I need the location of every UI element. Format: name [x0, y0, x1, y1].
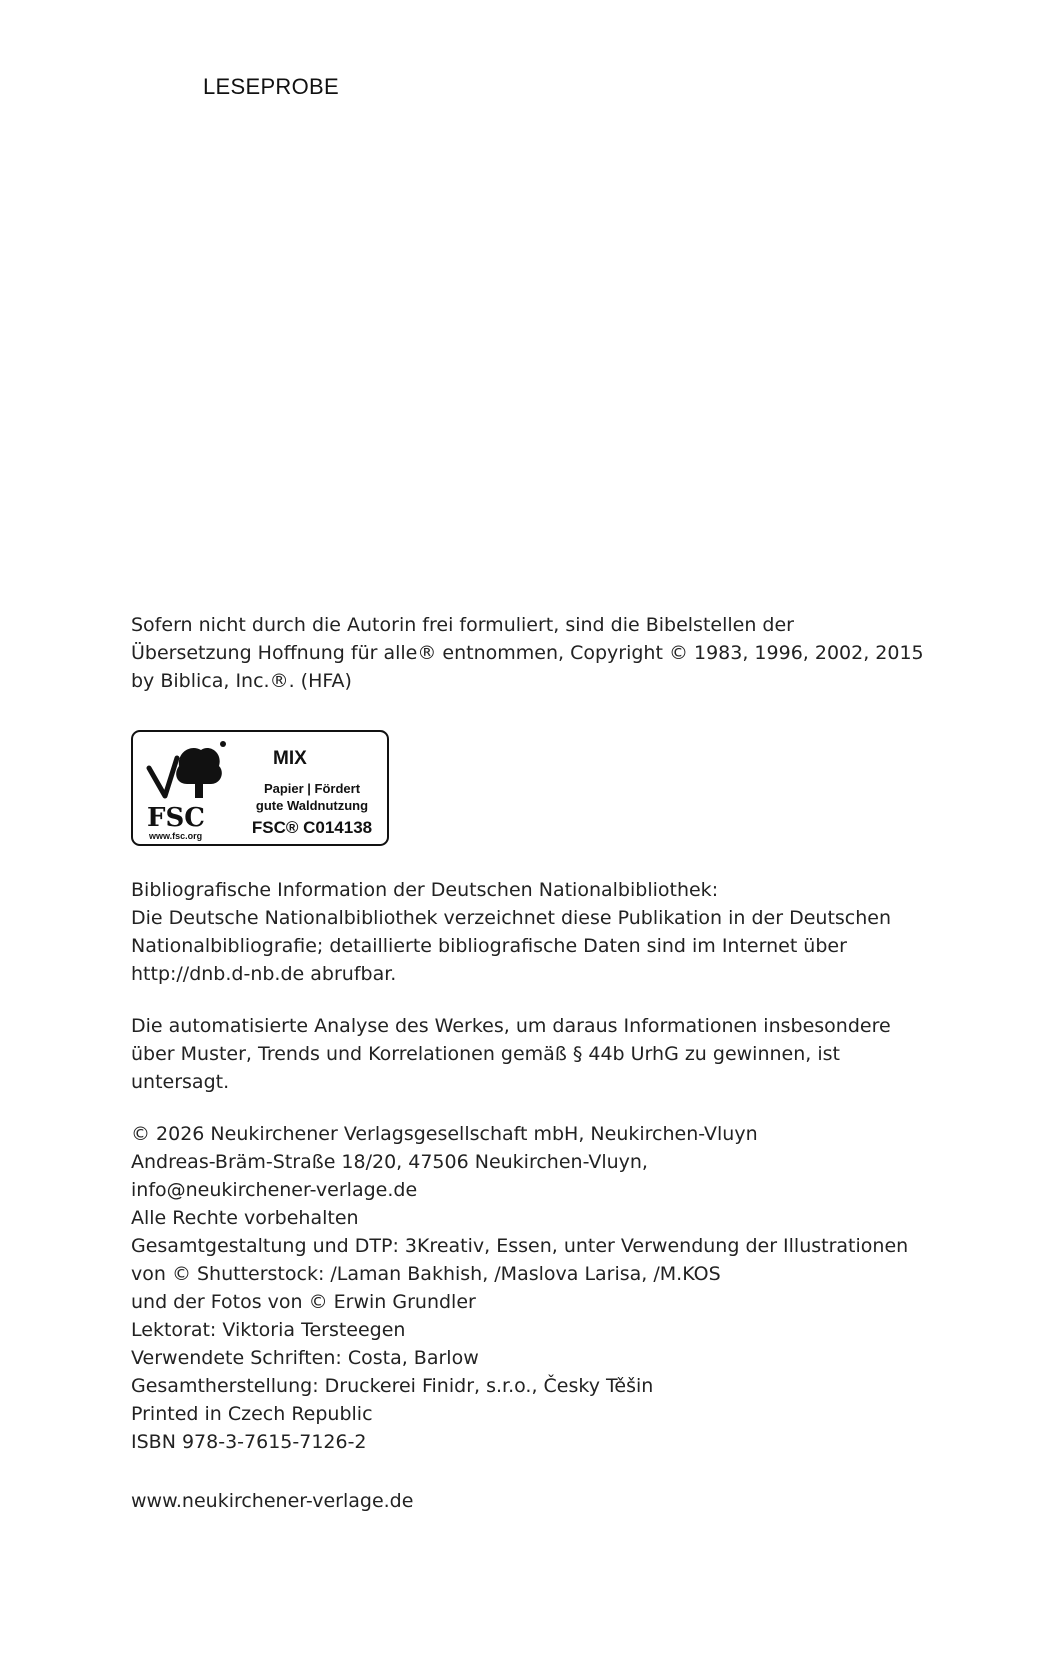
tdm-line: Die automatisierte Analyse des Werkes, um daraus Informationen insbesondere	[131, 1015, 891, 1037]
imprint-line: Verwendete Schriften: Costa, Barlow	[131, 1347, 479, 1369]
bible-translation-notice	[131, 611, 931, 695]
fsc-certification-label	[131, 730, 389, 846]
imprint-line: Gesamtherstellung: Druckerei Finidr, s.r.o., Česky Těšin	[131, 1375, 654, 1397]
imprint-line: Gesamtgestaltung und DTP: 3Kreativ, Essen, unter Verwendung der Illustrationen	[131, 1235, 909, 1257]
bibliographic-line: Die Deutsche Nationalbibliothek verzeichnet diese Publikation in der Deutschen	[131, 907, 892, 929]
fsc-logo-url: www.fsc.org	[149, 831, 203, 841]
imprint-line: Printed in Czech Republic	[131, 1403, 373, 1425]
imprint	[131, 1120, 931, 1456]
imprint-line: Alle Rechte vorbehalten	[131, 1207, 359, 1229]
bibliographic-line: http://dnb.d-nb.de abrufbar.	[131, 963, 397, 985]
bibliographic-information	[131, 876, 931, 988]
fsc-logo-text: FSC	[147, 803, 205, 833]
notice-line: Übersetzung Hoffnung für alle® entnommen, Copyright © 1983, 1996, 2002, 2015	[131, 642, 924, 664]
fsc-mix-label: MIX	[273, 748, 307, 769]
tdm-line: über Muster, Trends und Korrelationen gemäß § 44b UrhG zu gewinnen, ist	[131, 1043, 840, 1065]
imprint-line: von © Shutterstock: /Laman Bakhish, /Maslova Larisa, /M.KOS	[131, 1263, 721, 1285]
fsc-description-line: Papier | Fördert	[263, 781, 361, 796]
imprint-line: Andreas-Bräm-Straße 18/20, 47506 Neukirchen-Vluyn,	[131, 1151, 648, 1173]
fsc-description	[237, 780, 387, 814]
notice-line: by Biblica, Inc.®. (HFA)	[131, 670, 352, 692]
imprint-line: info@neukirchener-verlage.de	[131, 1179, 418, 1201]
bibliographic-line: Nationalbibliografie; detaillierte bibliografische Daten sind im Internet über	[131, 935, 847, 957]
notice-line: Sofern nicht durch die Autorin frei formuliert, sind die Bibelstellen der	[131, 614, 794, 636]
publisher-website	[131, 1487, 931, 1515]
website-url: www.neukirchener-verlage.de	[131, 1490, 414, 1512]
imprint-line: ISBN 978-3-7615-7126-2	[131, 1431, 367, 1453]
bibliographic-line: Bibliografische Information der Deutschen Nationalbibliothek:	[131, 879, 719, 901]
page-header-label: LESEPROBE	[203, 74, 339, 99]
tdm-line: untersagt.	[131, 1071, 230, 1093]
fsc-description-line: gute Waldnutzung	[255, 798, 369, 813]
fsc-license-code: FSC® C014138	[251, 818, 373, 837]
imprint-line: © 2026 Neukirchener Verlagsgesellschaft mbH, Neukirchen-Vluyn	[131, 1123, 758, 1145]
fsc-tree-checkmark-icon	[143, 738, 227, 842]
text-data-mining-notice	[131, 1012, 931, 1096]
imprint-line: und der Fotos von © Erwin Grundler	[131, 1291, 476, 1313]
imprint-line: Lektorat: Viktoria Tersteegen	[131, 1319, 406, 1341]
